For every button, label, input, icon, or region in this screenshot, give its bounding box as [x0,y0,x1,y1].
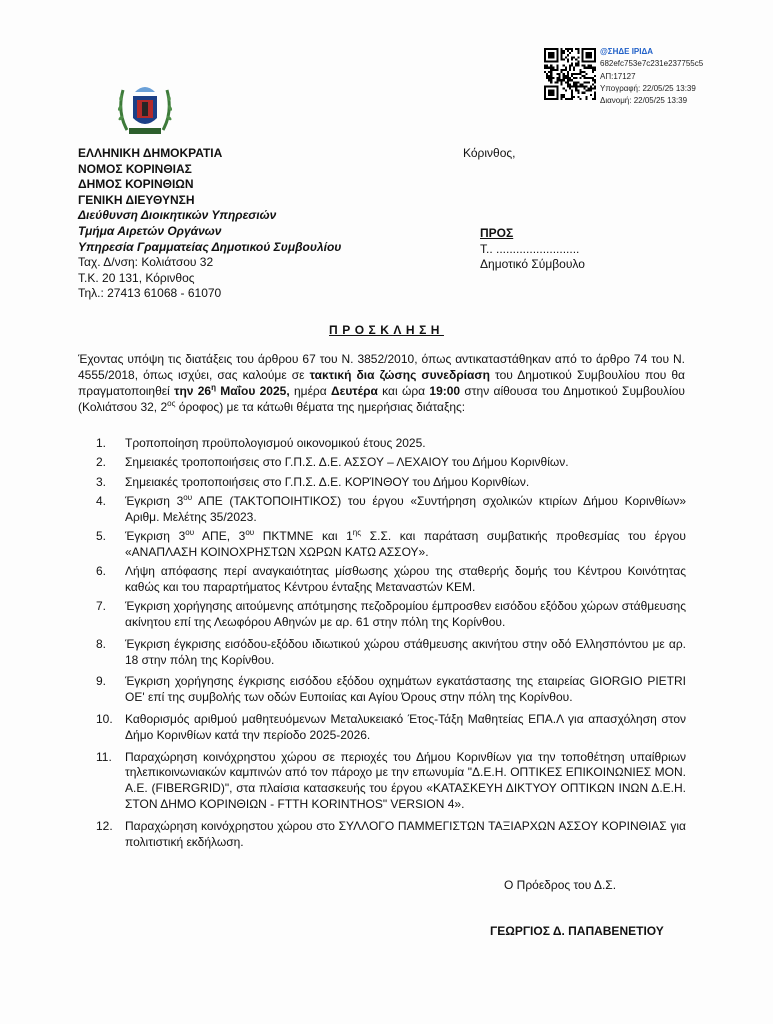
agenda-item-text: ΠΚΤΜΝΕ και 1 [254,528,353,543]
ordinal-suffix: ου [245,527,255,537]
intro-paragraph [78,351,685,415]
agenda-item-number: 8. [96,636,107,651]
date-day: την 26 [174,384,212,398]
agenda-item-number: 3. [96,474,107,489]
agenda-item-text: Έγκριση 3 [125,528,186,543]
agenda-item-text: Σημειακές τροποποιήσεις στο Γ.Π.Σ. Δ.Ε. ΚΟΡΊΝΘΟΥ του Δήμου Κορινθίων. [125,474,530,489]
agenda-item [96,674,686,706]
signature-hash: 682efc753e7c231e237755c5 [600,59,704,69]
agenda-item-text: Τροποποίηση προϋπολογισμού οικονομικού έτους 2025. [125,436,426,450]
intro-text: ημέρα [289,384,331,398]
agenda-item-number: 5. [96,528,107,543]
agenda-item [96,819,686,851]
header-postcode: Τ.Κ. 20 131, Κόρινθος [78,270,195,285]
recipient-block [480,226,585,273]
agenda-item-text: Σημειακές τροποποιήσεις στο Γ.Π.Σ. Δ.Ε. ΑΣΣΟΥ – ΛΕΧΑΙΟΥ του Δήμου Κορινθίων. [125,455,569,470]
date-month: Μαΐου 2025, [216,384,290,398]
agenda-item-text: ΑΠΕ (ΤΑΚΤΟΠΟΙΗΤΙΚΟΣ) του έργου «Συντήρηση σχολικών κτιρίων Δήμου Κορινθίων» Αριθμ. Μελέτης 35/2023. [125,493,687,524]
session-time: 19:00 [429,384,461,398]
municipality-emblem-icon [115,78,175,140]
agenda-item-number: 7. [96,599,107,614]
agenda-item [96,637,686,669]
e-signature-block [600,46,703,107]
agenda-item [96,475,686,491]
agenda-item-text: Παραχώρηση κοινόχρηστου χώρου στο ΣΥΛΛΟΓΟ ΠΑΜΜΕΓΙΣΤΩΝ ΤΑΞΙΑΡΧΩΝ ΑΣΣΟΥ ΚΟΡΙΝΘΙΑΣ για πολιτιστική εκδήλωση. [125,818,686,849]
intro-text: στην αίθουσα του Δημοτικού Συμβουλίου (Κολιάτσου 32, 2 [78,384,685,414]
agenda-item-number: 2. [96,455,107,470]
intro-text: Έχοντας υπόψη τις διατάξεις του άρθρου 67 του Ν. 3852/2010, όπως αντικαταστάθηκαν από το άρθρο 74 του Ν. 4555/2018, όπως ισχύει, σας καλούμε σε [78,352,685,382]
signer-name: ΓΕΩΡΓΙΟΣ Δ. ΠΑΠΑΒΕΝΕΤΙΟΥ [490,924,664,938]
agenda-item-text: ΑΠΕ, 3 [194,528,246,543]
agenda-item-number: 11. [96,749,112,764]
agenda-item-number: 4. [96,493,107,508]
session-type: τακτική δια ζώσης συνεδρίαση [309,368,490,382]
agenda-item [96,436,686,452]
place-date: Κόρινθος, [463,146,516,160]
sender-header [78,146,341,302]
agenda-item-text: Έγκριση 3 [125,493,184,508]
document-title: ΠΡΟΣΚΛΗΣΗ [329,323,444,337]
protocol-number: ΑΠ:17127 [600,71,636,81]
closing-role: Ο Πρόεδρος του Δ.Σ. [504,878,617,892]
session-date [174,384,290,398]
intro-text: όροφος) με τα κάτωθι θέματα της ημερήσιας διάταξης: [175,400,466,414]
agenda-item [96,494,686,526]
agenda-item [96,529,686,561]
agenda-item-text: Καθορισμός αριθμού μαθητευόμενων Μεταλυκειακό Έτος-Τάξη Μαθητείας ΕΠΑ.Λ για απασχόληση στον Δήμο Κορινθίων κατά την περίοδο 2025-2026. [125,711,686,742]
recipient-role: Δημοτικό Σύμβουλο [480,257,585,272]
recipient-name: Τ.. ......................... [480,241,580,256]
header-address: Ταχ. Δ/νση: Κολιάτσου 32 [78,255,214,270]
intro-text: του Δημοτικού Συμβουλίου που θα πραγματοποιηθεί [78,368,685,398]
header-municipality: ΔΗΜΟΣ ΚΟΡΙΝΘΙΩΝ [78,177,194,192]
agenda-list [96,436,686,854]
header-phone: Τηλ.: 27413 61068 - 61070 [78,286,222,301]
header-service: Υπηρεσία Γραμματείας Δημοτικού Συμβουλίου [78,239,342,254]
agenda-item-number: 9. [96,674,107,689]
date-suffix: η [211,383,216,392]
header-department: Τμήμα Αιρετών Οργάνων [78,223,222,238]
header-general-directorate: ΓΕΝΙΚΗ ΔΙΕΥΘΥΝΣΗ [78,192,195,207]
recipient-title: ΠΡΟΣ [480,226,514,240]
intro-text: και ώρα [377,384,430,398]
agenda-item [96,599,686,631]
ordinal-suffix: ου [185,527,195,537]
signature-source[interactable]: @ΣΗΔΕ ΙΡΙΔΑ [600,47,653,56]
qr-code-icon [544,48,596,100]
agenda-item [96,564,686,596]
distribution-date: Διανομή: 22/05/25 13:39 [600,96,688,106]
ordinal-suffix: ου [183,492,193,502]
agenda-item-text: Έγκριση χορήγησης έγκρισης εισόδου εξόδου οχημάτων εγκατάστασης της εταιρείας GIORGIO PIETRI ΟΕ' επί της συμβολής των οδών Ευποιίας και Αγίου Όρους στην πόλη της Κορίνθου. [125,674,686,705]
agenda-item-text: Σ.Σ. και παράταση συμβατικής προθεσμίας του έργου «ΑΝΑΠΛΑΣΗ ΚΟΙΝΟΧΡΗΣΤΩΝ ΧΩΡΩΝ ΚΑΤΩ ΑΣΣΟΥ». [125,528,686,559]
signature-date: Υπογραφή: 22/05/25 13:39 [600,83,696,93]
agenda-item-text: Λήψη απόφασης περί αναγκαιότητας μίσθωσης χώρου της σταθερής δομής του Κέντρου Κοινότητας καθώς και του παραρτήματος Κέντρου ένταξης Μεταναστών ΚΕΜ. [125,564,686,594]
agenda-item-text: Παραχώρηση κοινόχρηστου χώρου σε περιοχές του Δήμου Κορινθίων για την τοποθέτηση υπαίθριων τηλεπικοινωνιακών καμπινών από τον πάροχο με την επωνυμία "Δ.Ε.Η. ΟΠΤΙΚΕΣ ΕΠΙΚΟΙΝΩΝΙΕΣ ΜΟΝ. Α.Ε. (FIBERGRID)", στα πλαίσια κατασκευής του έργου «ΚΑΤΑΣΚΕΥΗ ΔΙΚΤΥΟΥ ΟΠΤΙΚΩΝ ΙΝΩΝ Δ.Ε.Η. ΣΤΟΝ ΔΗΜΟ ΚΟΡΙΝΘΙΩΝ - FTTH KORINTHOS" VERSION 4». [125,749,686,811]
agenda-item-number: 1. [96,436,107,450]
agenda-item-text: Έγκριση χορήγησης αιτούμενης απότμησης πεζοδρομίου έμπροσθεν εισόδου εξόδου χώρων στάθμευσης ακίνητου επί της Λεωφόρου Αθηνών με αρ. 61 στην πόλη της Κορίνθου. [125,599,686,629]
agenda-item-number: 12. [96,818,113,833]
header-republic: ΕΛΛΗΝΙΚΗ ΔΗΜΟΚΡΑΤΙΑ [78,146,223,160]
header-directorate: Διεύθυνση Διοικητικών Υπηρεσιών [78,208,277,223]
agenda-item-number: 6. [96,564,107,579]
session-weekday: Δευτέρα [331,384,378,398]
ordinal-suffix: ης [352,527,362,537]
header-prefecture: ΝΟΜΟΣ ΚΟΡΙΝΘΙΑΣ [78,161,192,176]
agenda-item [96,750,686,813]
agenda-item [96,455,686,471]
agenda-item [96,712,686,744]
agenda-item-text: Έγκριση έγκρισης εισόδου-εξόδου ιδιωτικού χώρου στάθμευσης ακινήτου στην οδό Ελλησπόντου με αρ. 18 στην πόλη της Κορίνθου. [125,636,686,667]
floor-suffix: ος [167,399,176,408]
agenda-item-number: 10. [96,711,113,726]
